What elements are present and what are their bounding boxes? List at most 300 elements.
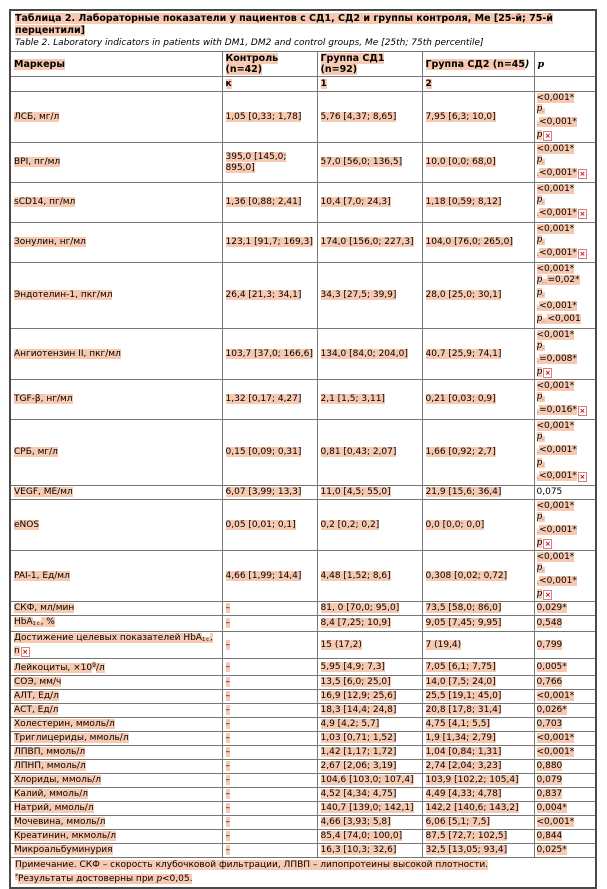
value: 8,4 [7,25; 10,9]	[320, 618, 391, 628]
p-value-cell	[534, 380, 596, 420]
table-row	[10, 718, 596, 732]
marker-cell	[10, 788, 222, 802]
value: –	[225, 639, 230, 650]
marker-cell	[10, 551, 222, 602]
value: 4,49 [4,33; 4,78]	[425, 789, 502, 799]
table-title-row	[10, 10, 596, 52]
p-value-cell	[534, 223, 596, 263]
value: 6,06 [5,1; 7,5]	[425, 817, 490, 827]
dm2-value-cell	[422, 718, 534, 732]
text: <0,001*	[536, 552, 575, 562]
table-title-en: Table 2. Laboratory indicators in patients with DM1, DM2 and control groups, Me [25th; 75th percentile]	[15, 38, 484, 48]
dm2-value-cell	[422, 746, 534, 760]
control-value-cell	[222, 732, 317, 746]
p-line	[537, 640, 594, 651]
text: BPI, пг/мл	[14, 157, 61, 167]
value: 2,1 [1,5; 3,11]	[320, 394, 385, 404]
value: –	[225, 789, 230, 799]
subheader-empty	[10, 77, 222, 92]
p-symbol: p	[536, 104, 543, 114]
dm2-value-cell	[422, 143, 534, 183]
value: –	[225, 775, 230, 785]
table-row	[10, 816, 596, 830]
p-symbol: p	[536, 563, 543, 573]
value: 7 (19,4)	[425, 639, 462, 650]
value: 1,18 [0,59; 8,12]	[425, 197, 502, 207]
dm1-value-cell	[317, 551, 422, 602]
p-line	[537, 775, 594, 786]
control-value-cell	[222, 143, 317, 183]
dm1-value-cell	[317, 659, 422, 676]
table-row	[10, 844, 596, 858]
p-line	[537, 117, 594, 130]
p-symbol: p	[536, 341, 543, 351]
p-value-cell	[534, 844, 596, 858]
text: АСТ, Ед/л	[14, 705, 59, 715]
control-value-cell	[222, 746, 317, 760]
control-value-cell	[222, 718, 317, 732]
control-value-cell	[222, 802, 317, 816]
lab-results-table	[9, 9, 597, 889]
table-row	[10, 690, 596, 704]
table-row	[10, 830, 596, 844]
text: Триглицериды, ммоль/л	[14, 733, 129, 743]
marker-cell	[10, 92, 222, 143]
p-line	[537, 817, 594, 828]
value: 16,9 [12,9; 25,6]	[320, 691, 397, 701]
p-line	[537, 104, 594, 117]
p-symbol: p	[536, 589, 543, 599]
p-value-cell	[534, 676, 596, 690]
text: Калий, ммоль/л	[14, 789, 89, 799]
value: –	[225, 845, 230, 855]
dm2-value-cell	[422, 830, 534, 844]
text: <0,001*	[536, 93, 575, 103]
text: 0,703	[536, 719, 563, 729]
value: 21,9 [15,6; 36,4]	[425, 487, 502, 497]
broken-image-icon: ×	[579, 210, 586, 218]
subscript: .	[542, 108, 545, 114]
p-symbol: p	[536, 538, 543, 548]
value: 2,67 [2,06; 3,19]	[320, 761, 397, 771]
subscript: .	[542, 462, 545, 468]
text: <0,001*	[539, 117, 577, 127]
table-row	[10, 92, 596, 143]
p-value-cell	[534, 92, 596, 143]
text: <0,05.	[162, 874, 193, 884]
p-value-cell	[534, 718, 596, 732]
value: 142,2 [140,6; 143,2]	[425, 803, 519, 813]
control-value-cell	[222, 92, 317, 143]
subscript: .	[542, 159, 545, 165]
dm2-value-cell	[422, 760, 534, 774]
p-value-cell	[534, 774, 596, 788]
text: 0,880	[536, 761, 563, 771]
value: 395,0 [145,0; 895,0]	[225, 151, 287, 173]
table-row	[10, 632, 596, 659]
p-value-cell	[534, 704, 596, 718]
p-line	[537, 719, 594, 730]
control-value-cell	[222, 329, 317, 380]
control-value-cell	[222, 816, 317, 830]
dm1-value-cell	[317, 802, 422, 816]
p-line	[537, 589, 594, 600]
value: 7,95 [6,3; 10,0]	[425, 111, 496, 122]
text: <0,001*	[536, 330, 575, 340]
table-row	[10, 659, 596, 676]
dm2-value-cell	[422, 802, 534, 816]
table-row	[10, 500, 596, 551]
p-line	[537, 458, 594, 471]
text: 0,026*	[536, 705, 567, 715]
p-line	[537, 525, 594, 538]
dm2-value-cell	[422, 844, 534, 858]
dm1-value-cell	[317, 844, 422, 858]
value: 0,0 [0,0; 0,0]	[425, 519, 485, 530]
dm2-value-cell	[422, 500, 534, 551]
value: 4,66 [3,93; 5,8]	[320, 817, 391, 827]
broken-image-icon: ×	[579, 250, 586, 258]
control-value-cell	[222, 844, 317, 858]
value: 7,05 [6,1; 7,75]	[425, 661, 496, 672]
header-markers: Маркеры	[10, 52, 222, 77]
p-line	[537, 789, 594, 800]
p-line	[537, 705, 594, 716]
text: TGF-β, нг/мл	[14, 394, 73, 404]
dm1-value-cell	[317, 500, 422, 551]
dm1-value-cell	[317, 420, 422, 486]
dm2-value-cell	[422, 690, 534, 704]
text: <0,001	[547, 314, 581, 324]
value: 4,52 [4,34; 4,75]	[320, 789, 397, 799]
table-row	[10, 732, 596, 746]
text: , %	[40, 617, 55, 627]
control-value-cell	[222, 223, 317, 263]
value: 1,32 [0,17; 4,27]	[225, 394, 302, 404]
value: 34,3 [27,5; 39,9]	[320, 290, 397, 300]
subscript: .	[536, 358, 540, 364]
dm1-value-cell	[317, 616, 422, 632]
p-line	[537, 264, 594, 275]
p-line	[537, 733, 594, 744]
p-symbol: p	[536, 314, 543, 324]
value: 1,66 [0,92; 2,7]	[425, 447, 496, 457]
marker-cell	[10, 676, 222, 690]
text: Эндотелин-1, пкг/мл	[14, 290, 113, 300]
table-row	[10, 329, 596, 380]
p-symbol: p	[536, 458, 543, 468]
superscript: 9	[92, 662, 96, 669]
marker-cell	[10, 263, 222, 329]
value: 0,308 [0,02; 0,72]	[425, 570, 508, 581]
table-row	[10, 602, 596, 616]
p-line	[537, 662, 594, 673]
text: СКФ, мл/мин	[14, 603, 75, 613]
subscript: .	[542, 239, 545, 245]
text: 0,075	[536, 487, 563, 497]
value: 81, 0 [70,0; 95,0]	[320, 603, 400, 613]
text: PAI-1, Ед/мл	[14, 570, 70, 581]
text: =0,008*	[539, 354, 577, 364]
dm1-value-cell	[317, 380, 422, 420]
dm1-value-cell	[317, 746, 422, 760]
text: 0,079	[536, 775, 563, 785]
text: Примечание. СКФ – скорость клубочковой фильтрации, ЛПВП – липопротеины высокой плотности.	[15, 860, 489, 870]
value: –	[225, 831, 230, 841]
text: ЛПНП, ммоль/л	[14, 761, 86, 771]
p-line	[537, 367, 594, 378]
text: 0,548	[536, 618, 563, 628]
p-line	[537, 552, 594, 563]
table-row	[10, 788, 596, 802]
p-value-cell	[534, 420, 596, 486]
p-line	[537, 301, 594, 314]
control-value-cell	[222, 760, 317, 774]
p-line	[537, 747, 594, 758]
dm1-value-cell	[317, 92, 422, 143]
text: Результаты достоверны при	[18, 874, 157, 884]
p-symbol: p	[536, 130, 543, 140]
text: Зонулин, нг/мл	[14, 237, 86, 247]
value: 104,6 [103,0; 107,4]	[320, 775, 414, 785]
p-line	[537, 248, 594, 261]
p-symbol: p	[536, 155, 543, 165]
p-line	[537, 691, 594, 702]
value: –	[225, 817, 230, 827]
p-line	[537, 576, 594, 589]
value: –	[225, 733, 230, 743]
dm2-value-cell	[422, 788, 534, 802]
dm2-value-cell	[422, 183, 534, 223]
subscript: ..	[542, 279, 548, 285]
text: 0,029*	[536, 603, 567, 613]
value: 0,2 [0,2; 0,2]	[320, 519, 380, 530]
text: <0,001*	[536, 501, 575, 511]
dm2-value-cell	[422, 380, 534, 420]
value: 103,9 [102,2; 105,4]	[425, 775, 519, 785]
marker-cell	[10, 602, 222, 616]
dm2-value-cell	[422, 551, 534, 602]
p-line	[537, 501, 594, 512]
text: VEGF, МЕ/мл	[14, 487, 73, 497]
table-row	[10, 676, 596, 690]
table-title-cell	[10, 10, 596, 52]
dm2-value-cell	[422, 602, 534, 616]
table-row	[10, 746, 596, 760]
superscript: *	[15, 873, 18, 880]
marker-cell	[10, 632, 222, 659]
footnote-note	[15, 860, 591, 871]
marker-cell	[10, 143, 222, 183]
value: 1,04 [0,84; 1,31]	[425, 747, 502, 757]
value: 5,95 [4,9; 7,3]	[320, 661, 385, 672]
marker-cell	[10, 183, 222, 223]
value: 25,5 [19,1; 45,0]	[425, 691, 502, 701]
value: 174,0 [156,0; 227,3]	[320, 237, 414, 247]
text: /л	[95, 663, 105, 673]
value: 0,21 [0,03; 0,9]	[425, 394, 496, 404]
dm2-value-cell	[422, 223, 534, 263]
text: Хлориды, ммоль/л	[14, 775, 101, 785]
value: –	[225, 618, 230, 628]
value: –	[225, 705, 230, 715]
value: 4,48 [1,52; 8,6]	[320, 570, 391, 581]
text: <0,001*	[539, 576, 577, 586]
p-value-cell	[534, 690, 596, 704]
value: 1,9 [1,34; 2,79]	[425, 733, 496, 743]
p-value-cell	[534, 551, 596, 602]
subheader-control: к	[222, 77, 317, 92]
marker-cell	[10, 704, 222, 718]
footnote-cell	[10, 858, 596, 889]
broken-image-icon: ×	[544, 540, 551, 548]
value: 1,36 [0,88; 2,41]	[225, 197, 302, 207]
value: 87,5 [72,7; 102,5]	[425, 831, 508, 841]
text: Натрий, ммоль/л	[14, 803, 94, 813]
dm1-value-cell	[317, 329, 422, 380]
subscript: .	[536, 305, 540, 311]
text: Микроальбуминурия	[14, 845, 113, 855]
subscript: .	[536, 252, 540, 258]
dm2-value-cell	[422, 774, 534, 788]
subscript: 1c	[32, 621, 41, 627]
text: <0,001*	[536, 733, 575, 743]
p-line	[537, 845, 594, 856]
marker-cell	[10, 732, 222, 746]
p-symbol: p	[536, 275, 543, 285]
subscript: .	[536, 529, 540, 535]
dm1-value-cell	[317, 223, 422, 263]
p-line	[537, 314, 594, 327]
p-line	[537, 392, 594, 405]
p-symbol: p	[536, 288, 543, 298]
value: 73,5 [58,0; 86,0]	[425, 603, 502, 613]
marker-cell	[10, 844, 222, 858]
p-line	[537, 195, 594, 208]
control-value-cell	[222, 616, 317, 632]
value: 134,0 [84,0; 204,0]	[320, 348, 408, 359]
p-line	[537, 155, 594, 168]
value: 123,1 [91,7; 169,3]	[225, 237, 313, 247]
p-value-cell	[534, 746, 596, 760]
header-control-group: Контроль (n=42)	[222, 52, 317, 77]
text: <0,001*	[539, 248, 577, 258]
p-value-cell	[534, 616, 596, 632]
text: <0,001*	[539, 208, 577, 218]
table-row	[10, 263, 596, 329]
p-value-cell	[534, 183, 596, 223]
p-line	[537, 677, 594, 688]
value: 14,0 [7,5; 24,0]	[425, 677, 496, 687]
p-line	[537, 803, 594, 814]
p-line	[537, 512, 594, 525]
value: –	[225, 719, 230, 729]
subscript: .	[542, 567, 545, 573]
table-row	[10, 551, 596, 602]
control-value-cell	[222, 690, 317, 704]
table-row	[10, 420, 596, 486]
p-line	[537, 831, 594, 842]
control-value-cell	[222, 183, 317, 223]
value: 28,0 [25,0; 30,1]	[425, 290, 502, 300]
p-value-cell	[534, 760, 596, 774]
subscript: .	[536, 172, 540, 178]
text: <0,001*	[536, 421, 575, 431]
dm2-value-cell	[422, 659, 534, 676]
p-line	[537, 432, 594, 445]
p-line	[537, 168, 594, 181]
text: Холестерин, ммоль/л	[14, 719, 115, 729]
text: sCD14, пг/мл	[14, 197, 76, 207]
control-value-cell	[222, 632, 317, 659]
value: 4,66 [1,99; 14,4]	[225, 570, 302, 581]
dm2-value-cell	[422, 704, 534, 718]
value: 10,4 [7,0; 24,3]	[320, 197, 391, 207]
text: <0,001*	[536, 381, 575, 391]
text: СОЭ, мм/ч	[14, 677, 62, 687]
value: –	[225, 661, 230, 672]
p-value-cell	[534, 329, 596, 380]
marker-cell	[10, 718, 222, 732]
broken-image-icon: ×	[544, 591, 551, 599]
text: Достижение целевых показателей HbA	[14, 633, 202, 643]
text: <0,001*	[536, 264, 575, 274]
p-line	[537, 421, 594, 432]
text: ЛПВП, ммоль/л	[14, 747, 86, 757]
p-line	[537, 275, 594, 288]
text: 0,025*	[536, 845, 567, 855]
dm1-value-cell	[317, 602, 422, 616]
subscript: 1c	[201, 637, 210, 643]
p-symbol: p	[536, 432, 543, 442]
p-line	[537, 184, 594, 195]
subscript: .	[542, 396, 545, 402]
dm1-value-cell	[317, 718, 422, 732]
footnote-row	[10, 858, 596, 889]
text: 0,799	[536, 639, 563, 650]
table-row	[10, 616, 596, 632]
value: 10,0 [0,0; 68,0]	[425, 157, 496, 167]
subheader-empty	[534, 77, 596, 92]
value: –	[225, 691, 230, 701]
header-dm1-group: Группа СД1 (n=92)	[317, 52, 422, 77]
subheader-dm1: 1	[317, 77, 422, 92]
marker-cell	[10, 420, 222, 486]
dm1-value-cell	[317, 732, 422, 746]
p-symbol: p	[536, 367, 543, 377]
p-line	[537, 144, 594, 155]
p-line	[537, 208, 594, 221]
marker-cell	[10, 760, 222, 774]
subheader-row	[10, 77, 596, 92]
marker-cell	[10, 802, 222, 816]
text: 0,837	[536, 789, 563, 799]
marker-cell	[10, 774, 222, 788]
p-value-cell	[534, 830, 596, 844]
text: =0,02*	[547, 275, 580, 285]
control-value-cell	[222, 380, 317, 420]
p-value-cell	[534, 816, 596, 830]
p-line	[537, 354, 594, 367]
control-value-cell	[222, 602, 317, 616]
dm1-value-cell	[317, 183, 422, 223]
control-value-cell	[222, 830, 317, 844]
text: <0,001*	[539, 301, 577, 311]
text: <0,001*	[536, 817, 575, 827]
subscript: .	[536, 212, 540, 218]
p-symbol: p	[536, 195, 543, 205]
value: –	[225, 761, 230, 771]
